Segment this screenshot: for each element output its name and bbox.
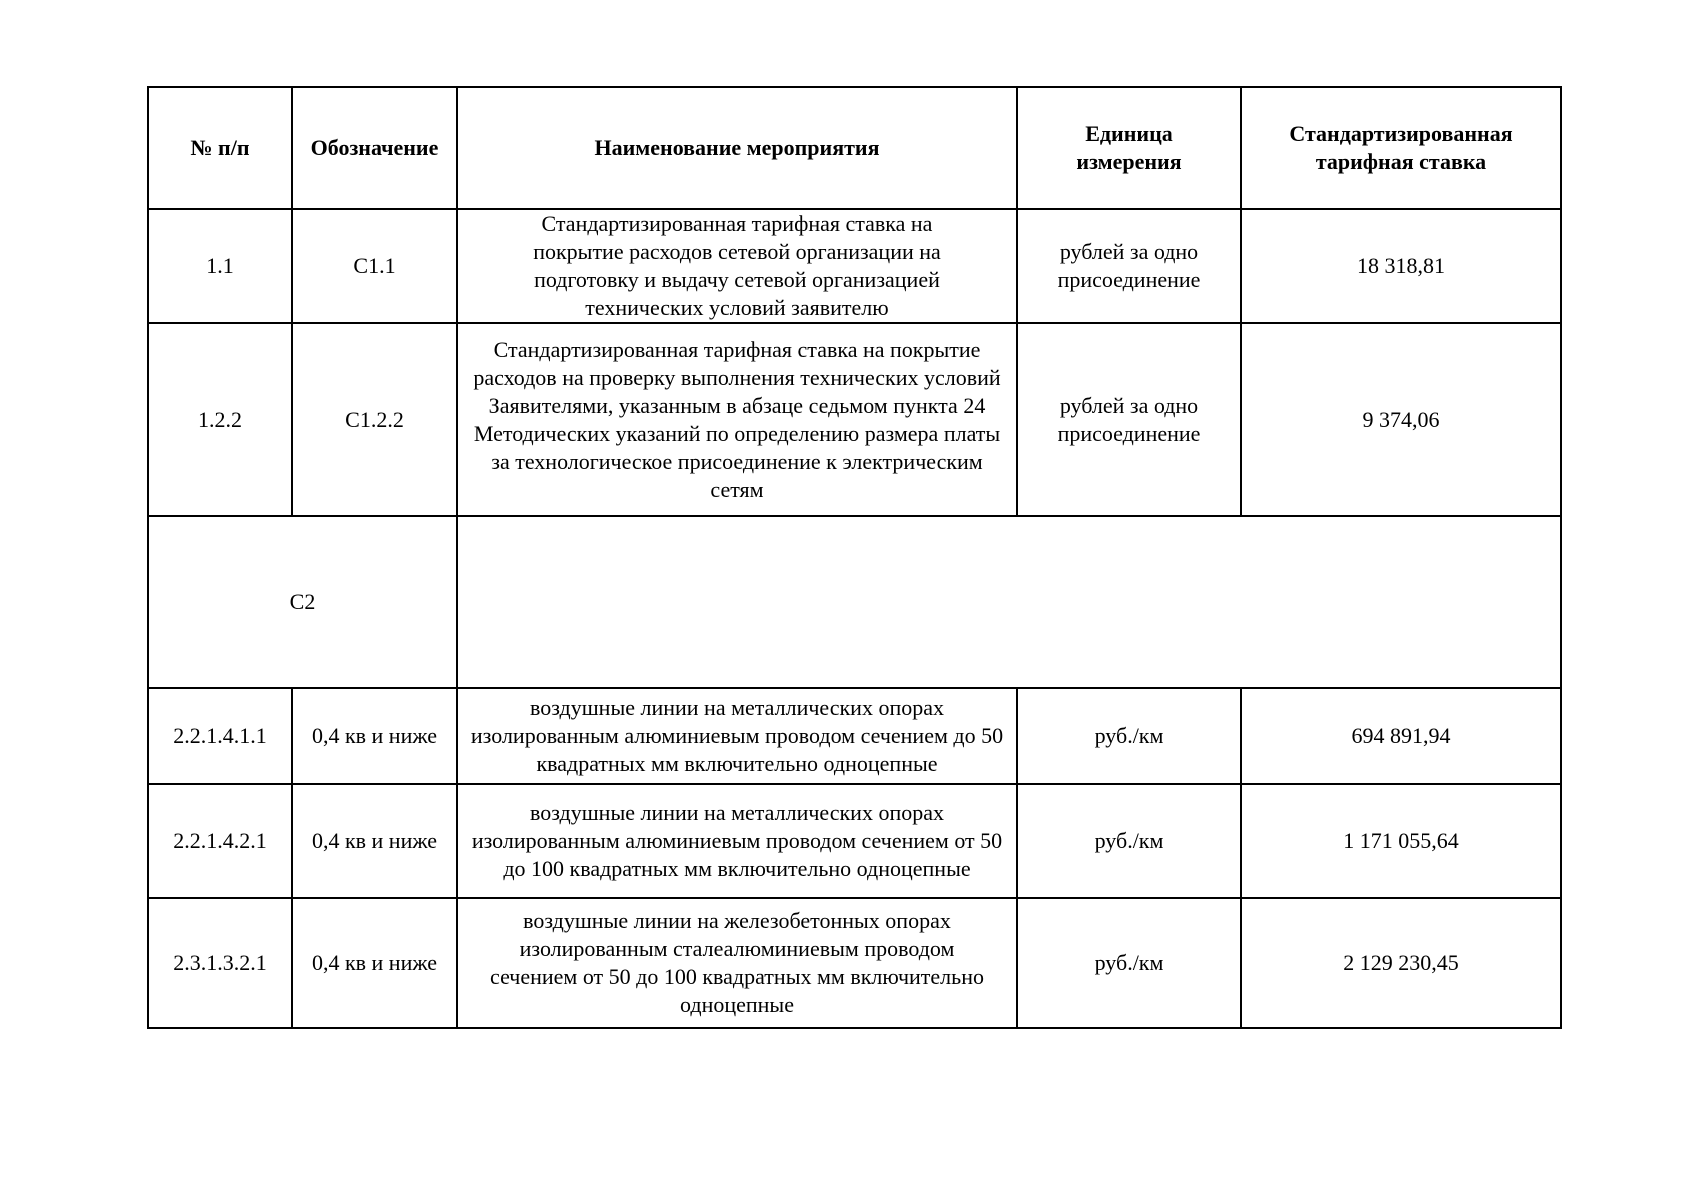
section-row (148, 516, 1561, 688)
row-name: воздушные линии на металлических опорах изолированным алюминиевым проводом сечением от 50 до 100 квадратных мм включительно одноцепные (457, 784, 1017, 898)
table-row (148, 209, 1561, 323)
row-unit: рублей за одно присоединение (1017, 323, 1241, 516)
table-row (148, 898, 1561, 1028)
table-row (148, 323, 1561, 516)
row-unit: руб./км (1017, 784, 1241, 898)
row-num: 1.1 (148, 209, 292, 323)
row-num: 2.2.1.4.2.1 (148, 784, 292, 898)
row-rate: 9 374,06 (1241, 323, 1561, 516)
header-designation: Обозначение (292, 87, 457, 209)
row-num: 1.2.2 (148, 323, 292, 516)
row-unit: руб./км (1017, 688, 1241, 784)
row-rate: 694 891,94 (1241, 688, 1561, 784)
section-empty-cell (457, 516, 1561, 688)
row-rate: 1 171 055,64 (1241, 784, 1561, 898)
table-header-row (148, 87, 1561, 209)
row-designation: С1.1 (292, 209, 457, 323)
row-num: 2.3.1.3.2.1 (148, 898, 292, 1028)
header-unit: Единица измерения (1017, 87, 1241, 209)
row-designation: 0,4 кв и ниже (292, 688, 457, 784)
table-row (148, 784, 1561, 898)
row-unit: руб./км (1017, 898, 1241, 1028)
row-name: воздушные линии на металлических опорах изолированным алюминиевым проводом сечением до 50 квадратных мм включительно одноцепные (457, 688, 1017, 784)
header-rate: Стандартизированная тарифная ставка (1241, 87, 1561, 209)
tariff-table (147, 86, 1562, 1029)
row-name: воздушные линии на железобетонных опорах изолированным сталеалюминиевым проводом сечением от 50 до 100 квадратных мм включительно одноцепные (457, 898, 1017, 1028)
row-designation: 0,4 кв и ниже (292, 784, 457, 898)
row-num: 2.2.1.4.1.1 (148, 688, 292, 784)
row-designation: 0,4 кв и ниже (292, 898, 457, 1028)
row-rate: 2 129 230,45 (1241, 898, 1561, 1028)
header-num: № п/п (148, 87, 292, 209)
header-name: Наименование мероприятия (457, 87, 1017, 209)
table-row (148, 688, 1561, 784)
row-designation: С1.2.2 (292, 323, 457, 516)
row-rate: 18 318,81 (1241, 209, 1561, 323)
row-unit: рублей за одно присоединение (1017, 209, 1241, 323)
row-name: Стандартизированная тарифная ставка на покрытие расходов на проверку выполнения технических условий Заявителями, указанным в абзаце седьмом пункта 24 Методических указаний по определению размера платы за технологическое присоединение к электрическим сетям (457, 323, 1017, 516)
row-name: Стандартизированная тарифная ставка на покрытие расходов сетевой организации на подготовку и выдачу сетевой организацией технических условий заявителю (457, 209, 1017, 323)
section-code: С2 (148, 516, 457, 688)
